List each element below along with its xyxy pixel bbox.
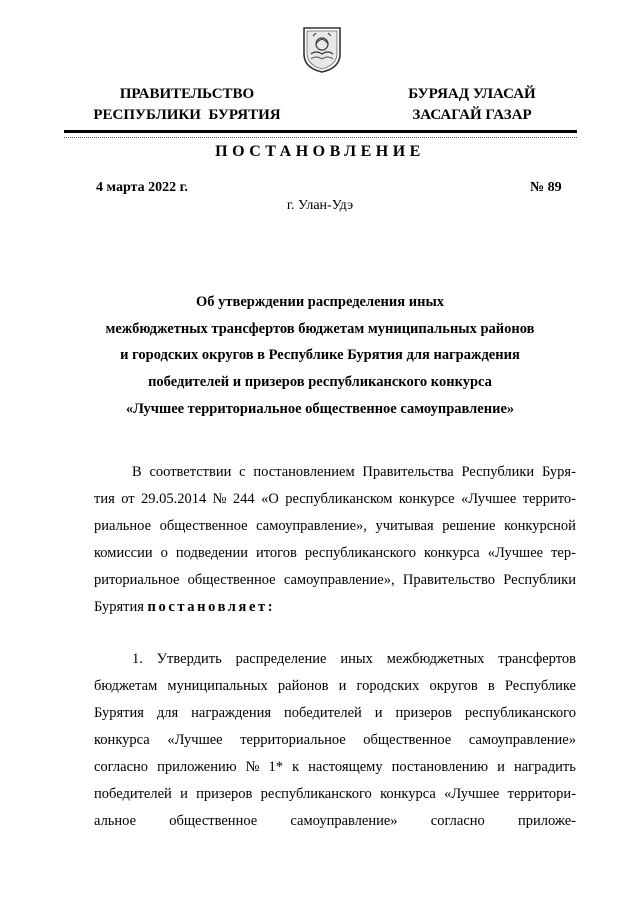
document-date: 4 марта 2022 г. bbox=[96, 180, 188, 195]
word: о bbox=[160, 545, 168, 561]
word: конкурса bbox=[94, 732, 150, 748]
word: самоуправление» bbox=[468, 732, 576, 748]
word: городских bbox=[356, 678, 420, 694]
word: общественное bbox=[169, 813, 258, 829]
title-line: и городских округов в Республике Бурятия для награждения bbox=[120, 347, 520, 364]
word: и bbox=[374, 705, 383, 721]
paragraph-line bbox=[94, 513, 576, 540]
paragraph-line bbox=[94, 567, 576, 594]
word: 244 bbox=[232, 491, 255, 507]
word: 29.05.2014 bbox=[141, 491, 207, 507]
word: № bbox=[212, 491, 227, 507]
paragraph-line bbox=[94, 781, 576, 808]
header-left bbox=[82, 84, 292, 126]
header-right-line-2: ЗАСАГАЙ ГАЗАР bbox=[412, 107, 532, 123]
paragraph-line bbox=[94, 754, 576, 781]
word: 1* bbox=[268, 759, 284, 775]
header-left-line-1: ПРАВИТЕЛЬСТВО bbox=[119, 86, 255, 102]
title-line: Об утверждении распределения иных bbox=[195, 294, 445, 310]
word: бюджетам bbox=[94, 678, 158, 694]
word: В bbox=[132, 464, 142, 480]
word: постановлению bbox=[391, 759, 489, 775]
word: Республике bbox=[504, 678, 576, 694]
word: общественное bbox=[363, 732, 452, 748]
document-city: г. Улан-Удэ bbox=[286, 198, 354, 213]
word: округов bbox=[429, 678, 478, 694]
word: республиканского bbox=[260, 786, 372, 802]
word: настоящему bbox=[308, 759, 383, 775]
paragraph-line bbox=[94, 673, 576, 700]
word: территориальное bbox=[240, 732, 346, 748]
word: Республики bbox=[503, 572, 576, 588]
word: для bbox=[156, 705, 179, 721]
word: комиссии bbox=[94, 545, 153, 561]
word: муниципальных bbox=[167, 678, 268, 694]
word: республиканского bbox=[304, 545, 417, 561]
word: согласно bbox=[94, 759, 149, 775]
paragraph-line bbox=[94, 594, 576, 621]
word: распределение bbox=[235, 651, 327, 667]
paragraph-line bbox=[94, 459, 576, 486]
word: альное bbox=[94, 813, 137, 829]
paragraph-line bbox=[94, 646, 576, 673]
word: «Лучшее bbox=[460, 491, 517, 507]
word: с bbox=[239, 464, 246, 480]
word: Бурятия bbox=[94, 705, 144, 721]
word: самоуправление», bbox=[283, 572, 395, 588]
title-line: победителей и призеров республиканского конкурса bbox=[148, 374, 492, 391]
word: наградить bbox=[513, 759, 576, 775]
word: Республики bbox=[461, 464, 535, 480]
word: соответствии bbox=[149, 464, 232, 480]
word: самоуправление» bbox=[290, 813, 398, 829]
paragraph-2 bbox=[94, 646, 576, 835]
word: конкурса bbox=[424, 545, 480, 561]
word: № bbox=[245, 759, 260, 775]
word: от bbox=[121, 491, 135, 507]
word: террито- bbox=[522, 491, 576, 507]
resolution-keyword: постановляет: bbox=[147, 599, 276, 615]
word: и bbox=[497, 759, 505, 775]
word: общественное bbox=[187, 572, 276, 588]
word: межбюджетных bbox=[386, 651, 485, 667]
word: республиканском bbox=[285, 491, 393, 507]
word: тер- bbox=[551, 545, 576, 561]
document-title bbox=[80, 289, 560, 423]
paragraph-line bbox=[94, 486, 576, 513]
word: победителей bbox=[94, 786, 172, 802]
word: Правительство bbox=[402, 572, 495, 588]
word: призеров bbox=[395, 705, 452, 721]
word: конкурсной bbox=[504, 518, 576, 534]
paragraph-line bbox=[94, 808, 576, 835]
word: приложе- bbox=[517, 813, 576, 829]
word: Буря- bbox=[541, 464, 576, 480]
word: учитывая bbox=[375, 518, 434, 534]
word: 1. bbox=[132, 651, 143, 667]
word: и bbox=[338, 678, 347, 694]
word: подведении bbox=[175, 545, 248, 561]
word: «Лучшее bbox=[487, 545, 544, 561]
header-right bbox=[393, 84, 551, 126]
coat-of-arms-icon bbox=[301, 24, 343, 74]
word: «О bbox=[261, 491, 279, 507]
document-type: ПОСТАНОВЛЕНИЕ bbox=[215, 143, 425, 160]
word: согласно bbox=[430, 813, 485, 829]
word: районов bbox=[277, 678, 329, 694]
word: награждения bbox=[191, 705, 272, 721]
header-dotted-divider bbox=[64, 137, 577, 138]
paragraph-1 bbox=[94, 459, 576, 621]
word: постановлением bbox=[253, 464, 355, 480]
header-left-line-2: РЕСПУБЛИКИ БУРЯТИЯ bbox=[93, 107, 281, 123]
paragraph-line bbox=[94, 540, 576, 567]
word: итогов bbox=[255, 545, 297, 561]
header-right-line-1: БУРЯАД УЛАСАЙ bbox=[408, 86, 536, 102]
word: победителей bbox=[284, 705, 362, 721]
paragraph-line bbox=[94, 700, 576, 727]
word: трансфертов bbox=[498, 651, 576, 667]
resolution-prefix: Бурятия bbox=[94, 599, 148, 615]
word: общественное bbox=[159, 518, 248, 534]
word: приложению bbox=[157, 759, 237, 775]
word: территори- bbox=[507, 786, 576, 802]
title-line: межбюджетных трансфертов бюджетам муниципальных районов bbox=[105, 320, 535, 337]
word: Утвердить bbox=[156, 651, 222, 667]
word: «Лучшее bbox=[167, 732, 223, 748]
title-line: «Лучшее территориальное общественное самоуправление» bbox=[125, 400, 515, 417]
word: Правительства bbox=[362, 464, 454, 480]
word: тия bbox=[94, 491, 115, 507]
word: конкурса bbox=[380, 786, 436, 802]
word: «Лучшее bbox=[444, 786, 500, 802]
word: иных bbox=[340, 651, 373, 667]
word: и bbox=[180, 786, 188, 802]
word: республиканского bbox=[464, 705, 576, 721]
word: к bbox=[292, 759, 300, 775]
word: конкурсе bbox=[398, 491, 455, 507]
word: риальное bbox=[94, 518, 152, 534]
document-number: № 89 bbox=[530, 180, 562, 195]
word: риториальное bbox=[94, 572, 180, 588]
paragraph-line bbox=[94, 727, 576, 754]
word: призеров bbox=[196, 786, 253, 802]
header-divider bbox=[64, 130, 577, 133]
word: самоуправление», bbox=[256, 518, 367, 534]
word: решение bbox=[442, 518, 496, 534]
word: в bbox=[487, 678, 495, 694]
